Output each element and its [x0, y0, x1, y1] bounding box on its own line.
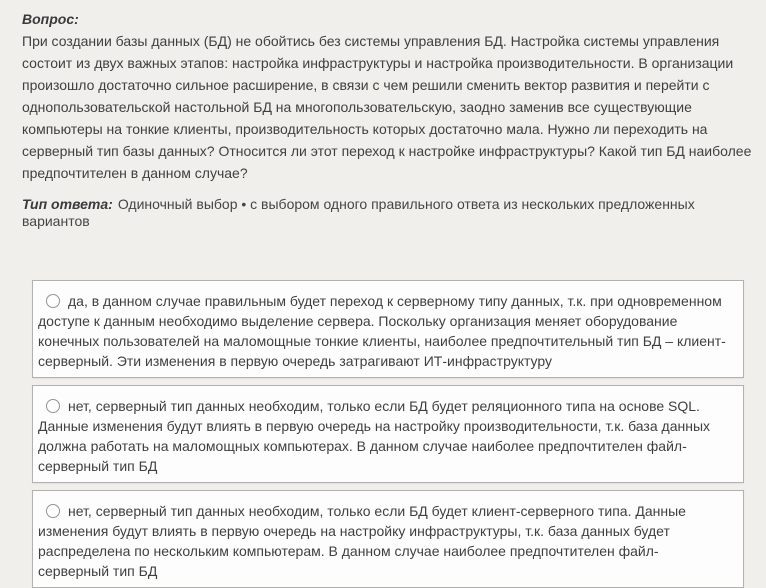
radio-icon[interactable] — [46, 294, 60, 308]
question-block — [22, 8, 758, 184]
question-label: Вопрос: — [22, 11, 79, 27]
question-text: При создании базы данных (БД) не обойтись без системы управления БД. Настройка системы управления состоит из двух важных этапов: настройка инфраструктуры и настройка производительности. В организации произошло достаточно сильное расширение, в связи с чем решили сменить вектор развития и перейти с однопользовательской настольной БД на многопользовательскую, заодно заменив все существующие компьютеры на тонкие клиенты, производительность которых достаточно мала. Нужно ли переходить на серверный тип базы данных? Относится ли этот переход к настройке инфраструктуры? Какой тип БД наиболее предпочтителен в данном случае? — [22, 33, 752, 181]
answer-option-2-row — [38, 396, 727, 476]
answer-option-1-row — [38, 291, 727, 371]
option-label: нет, серверный тип данных необходим, только если БД будет клиент-серверного типа. Данные изменения будут влиять в первую очередь на настройку инфраструктуры, т.к. база данных будет распределена по нескольким компьютерам. В данном случае наиболее предпочтителен файл-серверный тип БД — [38, 503, 686, 579]
answer-type-value: Одиночный выбор • с выбором одного правильного ответа из нескольких предложенных вариантов — [22, 196, 695, 229]
answer-option-1[interactable] — [32, 280, 744, 378]
answer-type-line — [22, 196, 758, 230]
option-label: нет, серверный тип данных необходим, только если БД будет реляционного типа на основе SQL. Данные изменения будут влиять в первую очередь на настройку производительности, т.к. база данных должна работать на маломощных компьютерах. В данном случае наиболее предпочтителен файл-серверный тип БД — [38, 398, 710, 474]
options-list — [32, 280, 744, 588]
answer-option-2[interactable] — [32, 385, 744, 483]
radio-icon[interactable] — [46, 399, 60, 413]
answer-option-3-row — [38, 501, 727, 581]
radio-icon[interactable] — [46, 504, 60, 518]
option-label: да, в данном случае правильным будет переход к серверному типу данных, т.к. при одновременном доступе к данным необходимо выделение сервера. Поскольку организация меняет оборудование конечных пользователей на маломощные тонкие клиенты, наиболее предпочтительный тип БД – клиент-серверный. Эти изменения в первую очередь затрагивают ИТ-инфраструктуру — [38, 293, 726, 369]
answer-type-label: Тип ответа: — [22, 196, 113, 212]
answer-option-3[interactable] — [32, 490, 744, 588]
